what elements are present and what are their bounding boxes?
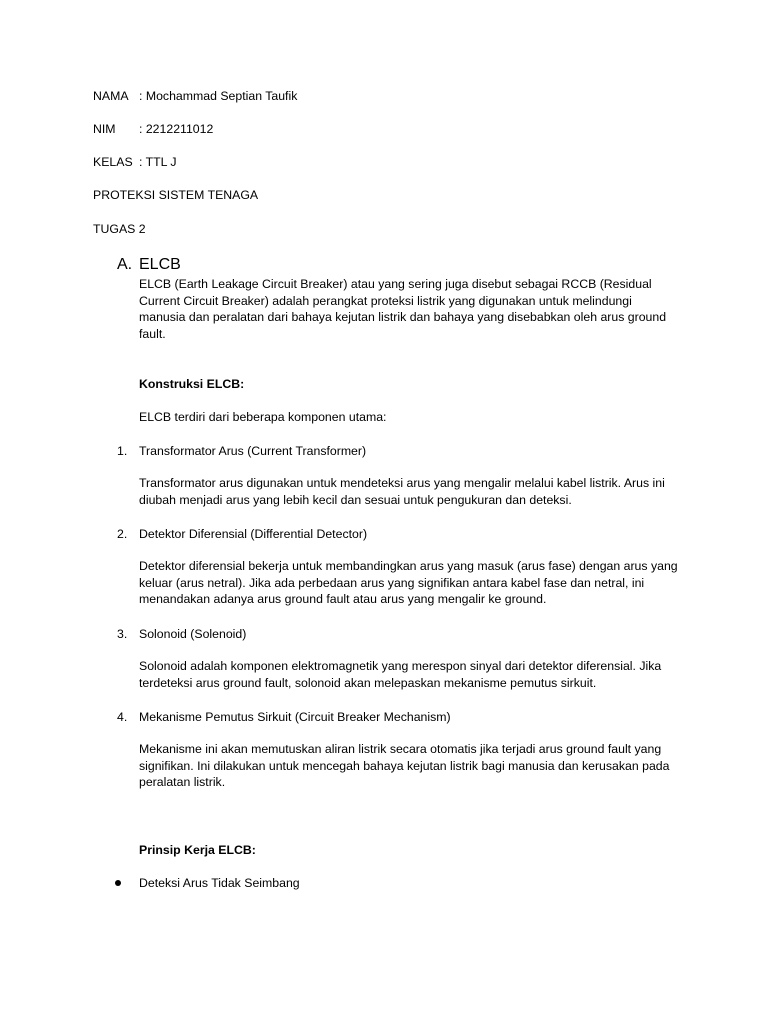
list-number: 2. [117,527,128,541]
list-number: 1. [117,444,128,458]
assignment-title: TUGAS 2 [93,222,146,236]
section-title: ELCB [139,256,181,273]
component-title: Detektor Diferensial (Differential Detector) [139,527,368,541]
course-title: PROTEKSI SISTEM TENAGA [93,188,259,202]
list-number: 3. [117,627,128,641]
principle-heading: Prinsip Kerja ELCB: [139,843,256,857]
component-desc: Detektor diferensial bekerja untuk membandingkan arus yang masuk (arus fase) dengan arus yang keluar (arus netral). Jika ada perbedaan arus yang signifikan antara kabel fase dan netral, ini menandakan adanya arus ground fault atau arus yang mengalir ke ground. [139,559,678,607]
component-desc: Solonoid adalah komponen elektromagnetik yang merespon sinyal dari detektor diferensial. Jika terdeteksi arus ground fault, solonoid akan melepaskan mekanisme pemutus sirkuit. [139,659,662,690]
principle-item: Deteksi Arus Tidak Seimbang [139,876,300,890]
nim-value: : 2212211012 [139,122,214,136]
list-number: 4. [117,710,128,724]
kelas-label: KELAS [93,155,133,169]
component-title: Solonoid (Solenoid) [139,627,247,641]
component-title: Transformator Arus (Current Transformer) [139,444,367,458]
component-desc: Transformator arus digunakan untuk mendeteksi arus yang mengalir melalui kabel listrik. Arus ini diubah menjadi arus yang lebih kecil dan sesuai untuk pengukuran dan deteksi. [139,476,665,507]
kelas-value: : TTL J [139,155,177,169]
section-intro: ELCB (Earth Leakage Circuit Breaker) atau yang sering juga disebut sebagai RCCB (Residual Current Circuit Breaker) adalah perangkat proteksi listrik yang digunakan untuk melindungi manusia dan peralatan dari bahaya kejutan listrik dan bahaya yang disebabkan oleh arus ground fault. [139,277,667,342]
nim-label: NIM [93,122,116,136]
construction-intro: ELCB terdiri dari beberapa komponen utama: [139,410,387,424]
bullet-icon [115,880,121,886]
name-label: NAMA [93,89,129,103]
construction-heading: Konstruksi ELCB: [139,377,245,391]
component-title: Mekanisme Pemutus Sirkuit (Circuit Breaker Mechanism) [139,710,451,724]
name-value: : Mochammad Septian Taufik [139,89,298,103]
component-desc: Mekanisme ini akan memutuskan aliran listrik secara otomatis jika terjadi arus ground fault yang signifikan. Ini dilakukan untuk mencegah bahaya kejutan listrik bagi manusia dan kerusakan pada peralatan listrik. [139,742,670,790]
section-marker: A. [117,256,133,273]
